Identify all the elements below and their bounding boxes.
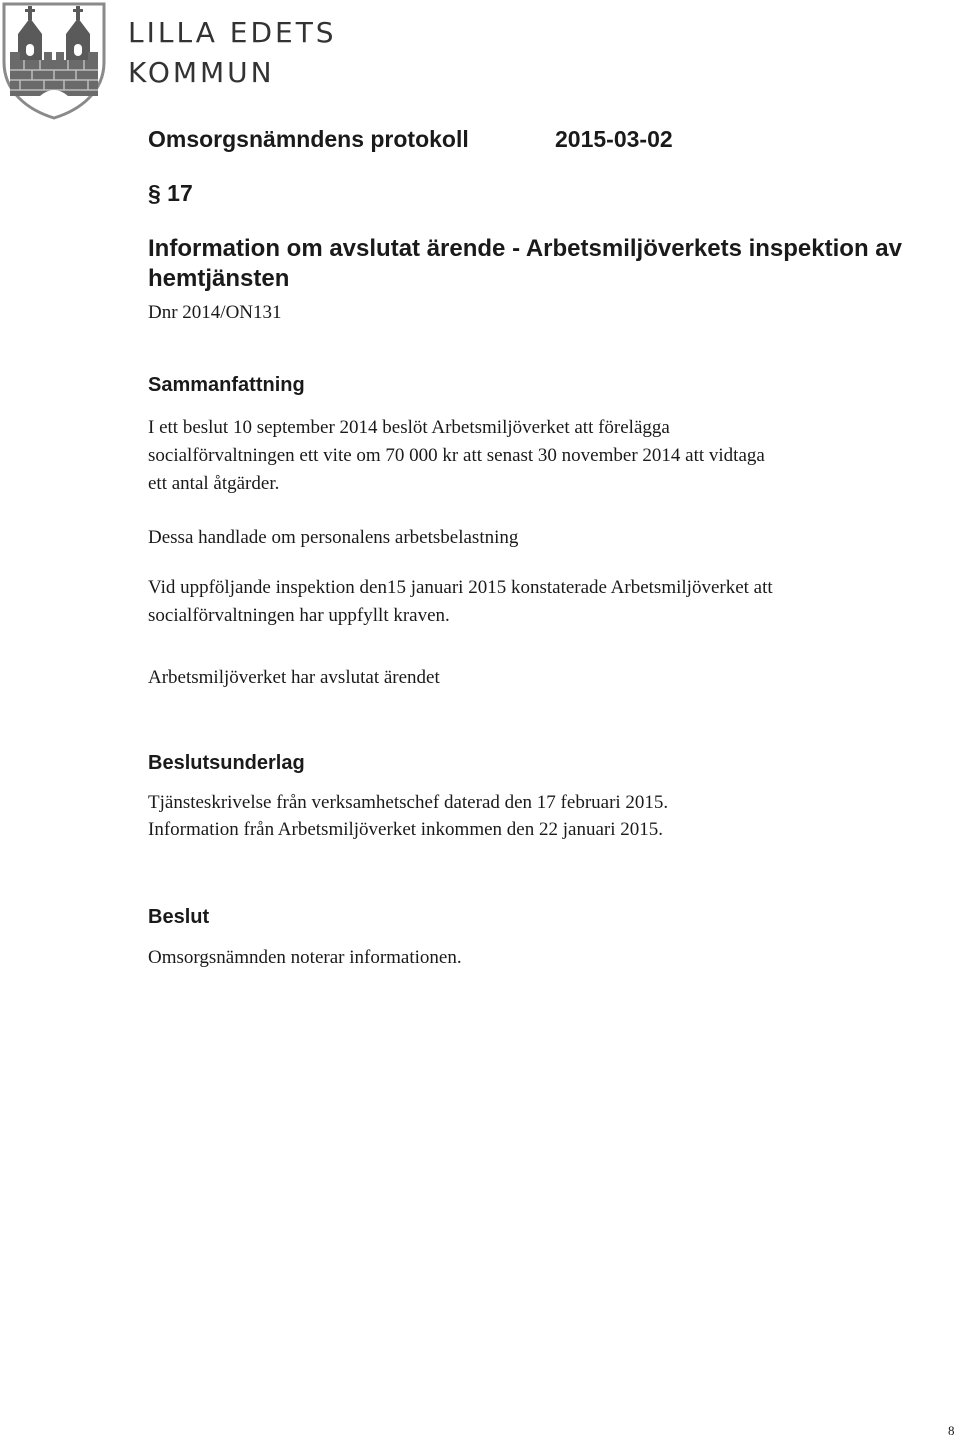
municipality-logo	[0, 0, 337, 120]
text-line: socialförvaltningen ett vite om 70 000 kr att senast 30 november 2014 att vidtaga	[148, 445, 765, 466]
basis-item: Information från Arbetsmiljöverket inkommen den 22 januari 2015.	[148, 819, 663, 840]
text-line: socialförvaltningen har uppfyllt kraven.	[148, 605, 450, 626]
decision-text: Omsorgsnämnden noterar informationen.	[148, 947, 462, 968]
decision-heading: Beslut	[148, 906, 210, 928]
case-reference: Dnr 2014/ON131	[148, 302, 282, 323]
text-line: I ett beslut 10 september 2014 beslöt Arbetsmiljöverket att förelägga	[148, 417, 670, 438]
municipal-coat-of-arms-icon	[0, 0, 110, 120]
basis-list	[148, 789, 918, 843]
protocol-title: Omsorgsnämndens protokoll	[148, 126, 469, 152]
logo-text-line2: KOMMUN	[128, 56, 275, 89]
case-title: Information om avslutat ärende - Arbetsmiljöverkets inspektion av hemtjänsten	[148, 235, 902, 292]
paragraph-number: § 17	[148, 180, 193, 206]
protocol-date: 2015-03-02	[555, 126, 673, 152]
page-number: 8	[948, 1423, 955, 1438]
text-line: Vid uppföljande inspektion den15 januari 2015 konstaterade Arbetsmiljöverket att	[148, 577, 773, 598]
text-line: ett antal åtgärder.	[148, 473, 280, 494]
logo-text-line1: LILLA EDETS	[128, 16, 337, 49]
basis-heading: Beslutsunderlag	[148, 752, 305, 774]
summary-paragraph-4: Arbetsmiljöverket har avslutat ärendet	[148, 667, 440, 688]
summary-paragraph-1	[148, 414, 918, 498]
summary-paragraph-2: Dessa handlade om personalens arbetsbelastning	[148, 527, 519, 548]
basis-item: Tjänsteskrivelse från verksamhetschef daterad den 17 februari 2015.	[148, 792, 669, 813]
summary-heading: Sammanfattning	[148, 374, 305, 396]
summary-paragraph-3	[148, 574, 918, 630]
